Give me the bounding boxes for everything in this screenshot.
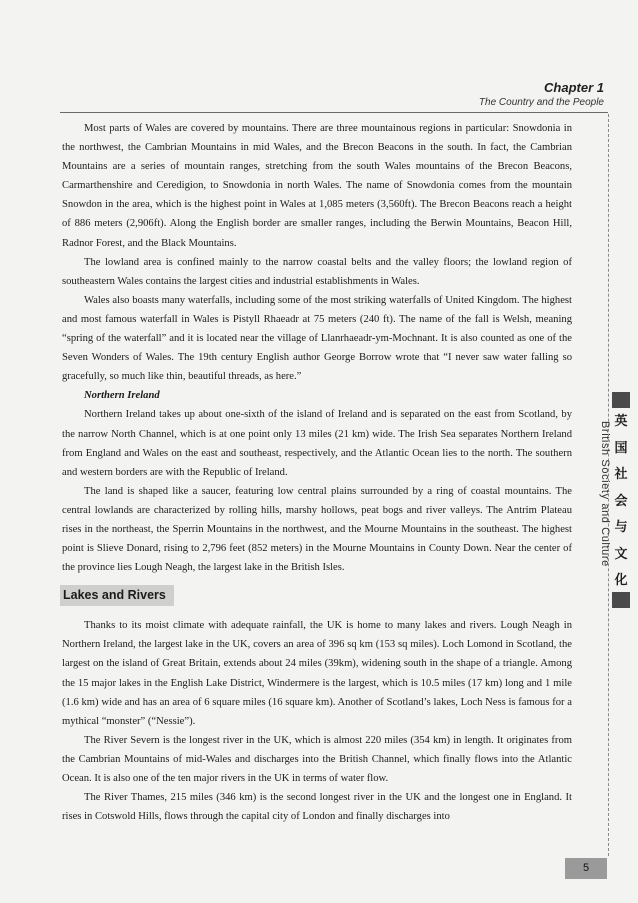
subheading-northern-ireland: Northern Ireland	[84, 390, 160, 402]
side-label-char: 文	[614, 546, 628, 562]
side-tab-marker-bottom	[612, 592, 630, 608]
body-paragraph: Wales also boasts many waterfalls, including some of the most striking waterfalls of United Kingdom. The highest and most famous waterfall in Wales is Pistyll Rhaeadr at 75 meters (240 ft). The name of the fall is Welsh, meaning “spring of the waterfall” and it is located near the village of Llanrhaeadr-ym-Mochnant. It is also counted as one of the Seven Wonders of Wales. The 19th century English author George Borrow wrote that “I never saw water falling so gracefully, so much like thin, beautiful threads, as here.”	[62, 294, 572, 383]
running-header	[479, 80, 604, 109]
header-divider	[60, 112, 608, 113]
side-label-char: 化	[614, 573, 628, 588]
section-heading-lakes-and-rivers: Lakes and Rivers	[60, 585, 174, 606]
side-label-char: 社	[614, 467, 628, 482]
chapter-subtitle: The Country and the People	[478, 97, 604, 108]
side-label-char: 会	[614, 493, 628, 509]
side-label-char: 国	[614, 440, 628, 456]
body-paragraph: Most parts of Wales are covered by mountains. There are three mountainous regions in particular: Snowdonia in the northwest, the Cambrian Mountains in mid Wales, and the Brecon Beacons in the south. In fact, the Cambrian Mountains are a series of mountain ranges, stretching from the south Wales mountains of the Brecon Beacons, Carmarthenshire and Ceredigion, to Snowdonia in north Wales. The name of Snowdonia comes from the mountain Snowdon in the area, which is the highest point in Wales at 1,085 meters (3,560ft). The Brecon Beacons reach a height of 886 meters (2,906ft). Along the English border are smaller ranges, including the Berwin Mountains, Beacon Hill, Radnor Forest, and the Black Mountains.	[62, 123, 572, 249]
page-body	[62, 119, 572, 826]
chapter-title: Chapter 1	[544, 80, 604, 95]
body-paragraph: Northern Ireland takes up about one-sixth of the island of Ireland and is separated on the east from Scotland, by the narrow North Channel, which is at one point only 13 miles (21 km) wide. The Irish Sea separates Northern Ireland from England and Wales on the east and southeast, respectively, and the Atlantic Ocean lies to the north. The southern and western borders are with the Republic of Ireland.	[62, 409, 572, 478]
side-label-char: 英	[614, 414, 628, 429]
side-tab-marker-top	[612, 392, 630, 408]
body-paragraph: The land is shaped like a saucer, featuring low central plains surrounded by a ring of coastal mountains. The central lowlands are characterized by rolling hills, marshy hollows, peat bogs and river valleys. The Antrim Plateau rises in the northeast, the Sperrin Mountains in the northwest, and the Mourne Mountains in the southeast. The highest point is Slieve Donard, rising to 2,796 feet (852 meters) in the Mourne Mountains in County Down. Near the center of the province lies Lough Neagh, the largest lake in the British Isles.	[62, 485, 572, 574]
side-label-chinese	[613, 409, 629, 595]
body-paragraph: The River Severn is the longest river in the UK, which is almost 220 miles (354 km) in length. It originates from the Cambrian Mountains of mid-Wales and discharges into the British Channel, which finally flows into the Atlantic Ocean. It is also one of the ten major rivers in the UK in terms of water flow.	[62, 734, 572, 784]
body-paragraph: Thanks to its moist climate with adequate rainfall, the UK is home to many lakes and rivers. Lough Neagh in Northern Ireland, the largest lake in the UK, covers an area of 396 sq km (153 sq miles). Loch Lomond in Scotland, the largest on the island of Great Britain, extends about 24 miles (39km), widening south in the shape of a triangle. Among the 15 major lakes in the English Lake District, Windermere is the largest, which is 10.5 miles (17 km) long and 1 mile (1.6 km) wide and has an area of 6 square miles (16 square km). Another of Scotland’s lakes, Loch Ness is famous for a mythical “monster” (“Nessie”).	[62, 620, 572, 727]
side-label-char: 与	[614, 520, 628, 535]
body-paragraph: The River Thames, 215 miles (346 km) is the second longest river in the UK and the longest one in England. It rises in Cotswold Hills, flows through the capital city of London and finally discharges into	[62, 792, 572, 823]
page-number: 5	[565, 858, 607, 879]
body-paragraph: The lowland area is confined mainly to the narrow coastal belts and the valley floors; the lowland region of southeastern Wales contains the largest cities and industrial establishments in Wales.	[62, 256, 572, 287]
side-label-english: British Society and Culture	[599, 421, 611, 567]
